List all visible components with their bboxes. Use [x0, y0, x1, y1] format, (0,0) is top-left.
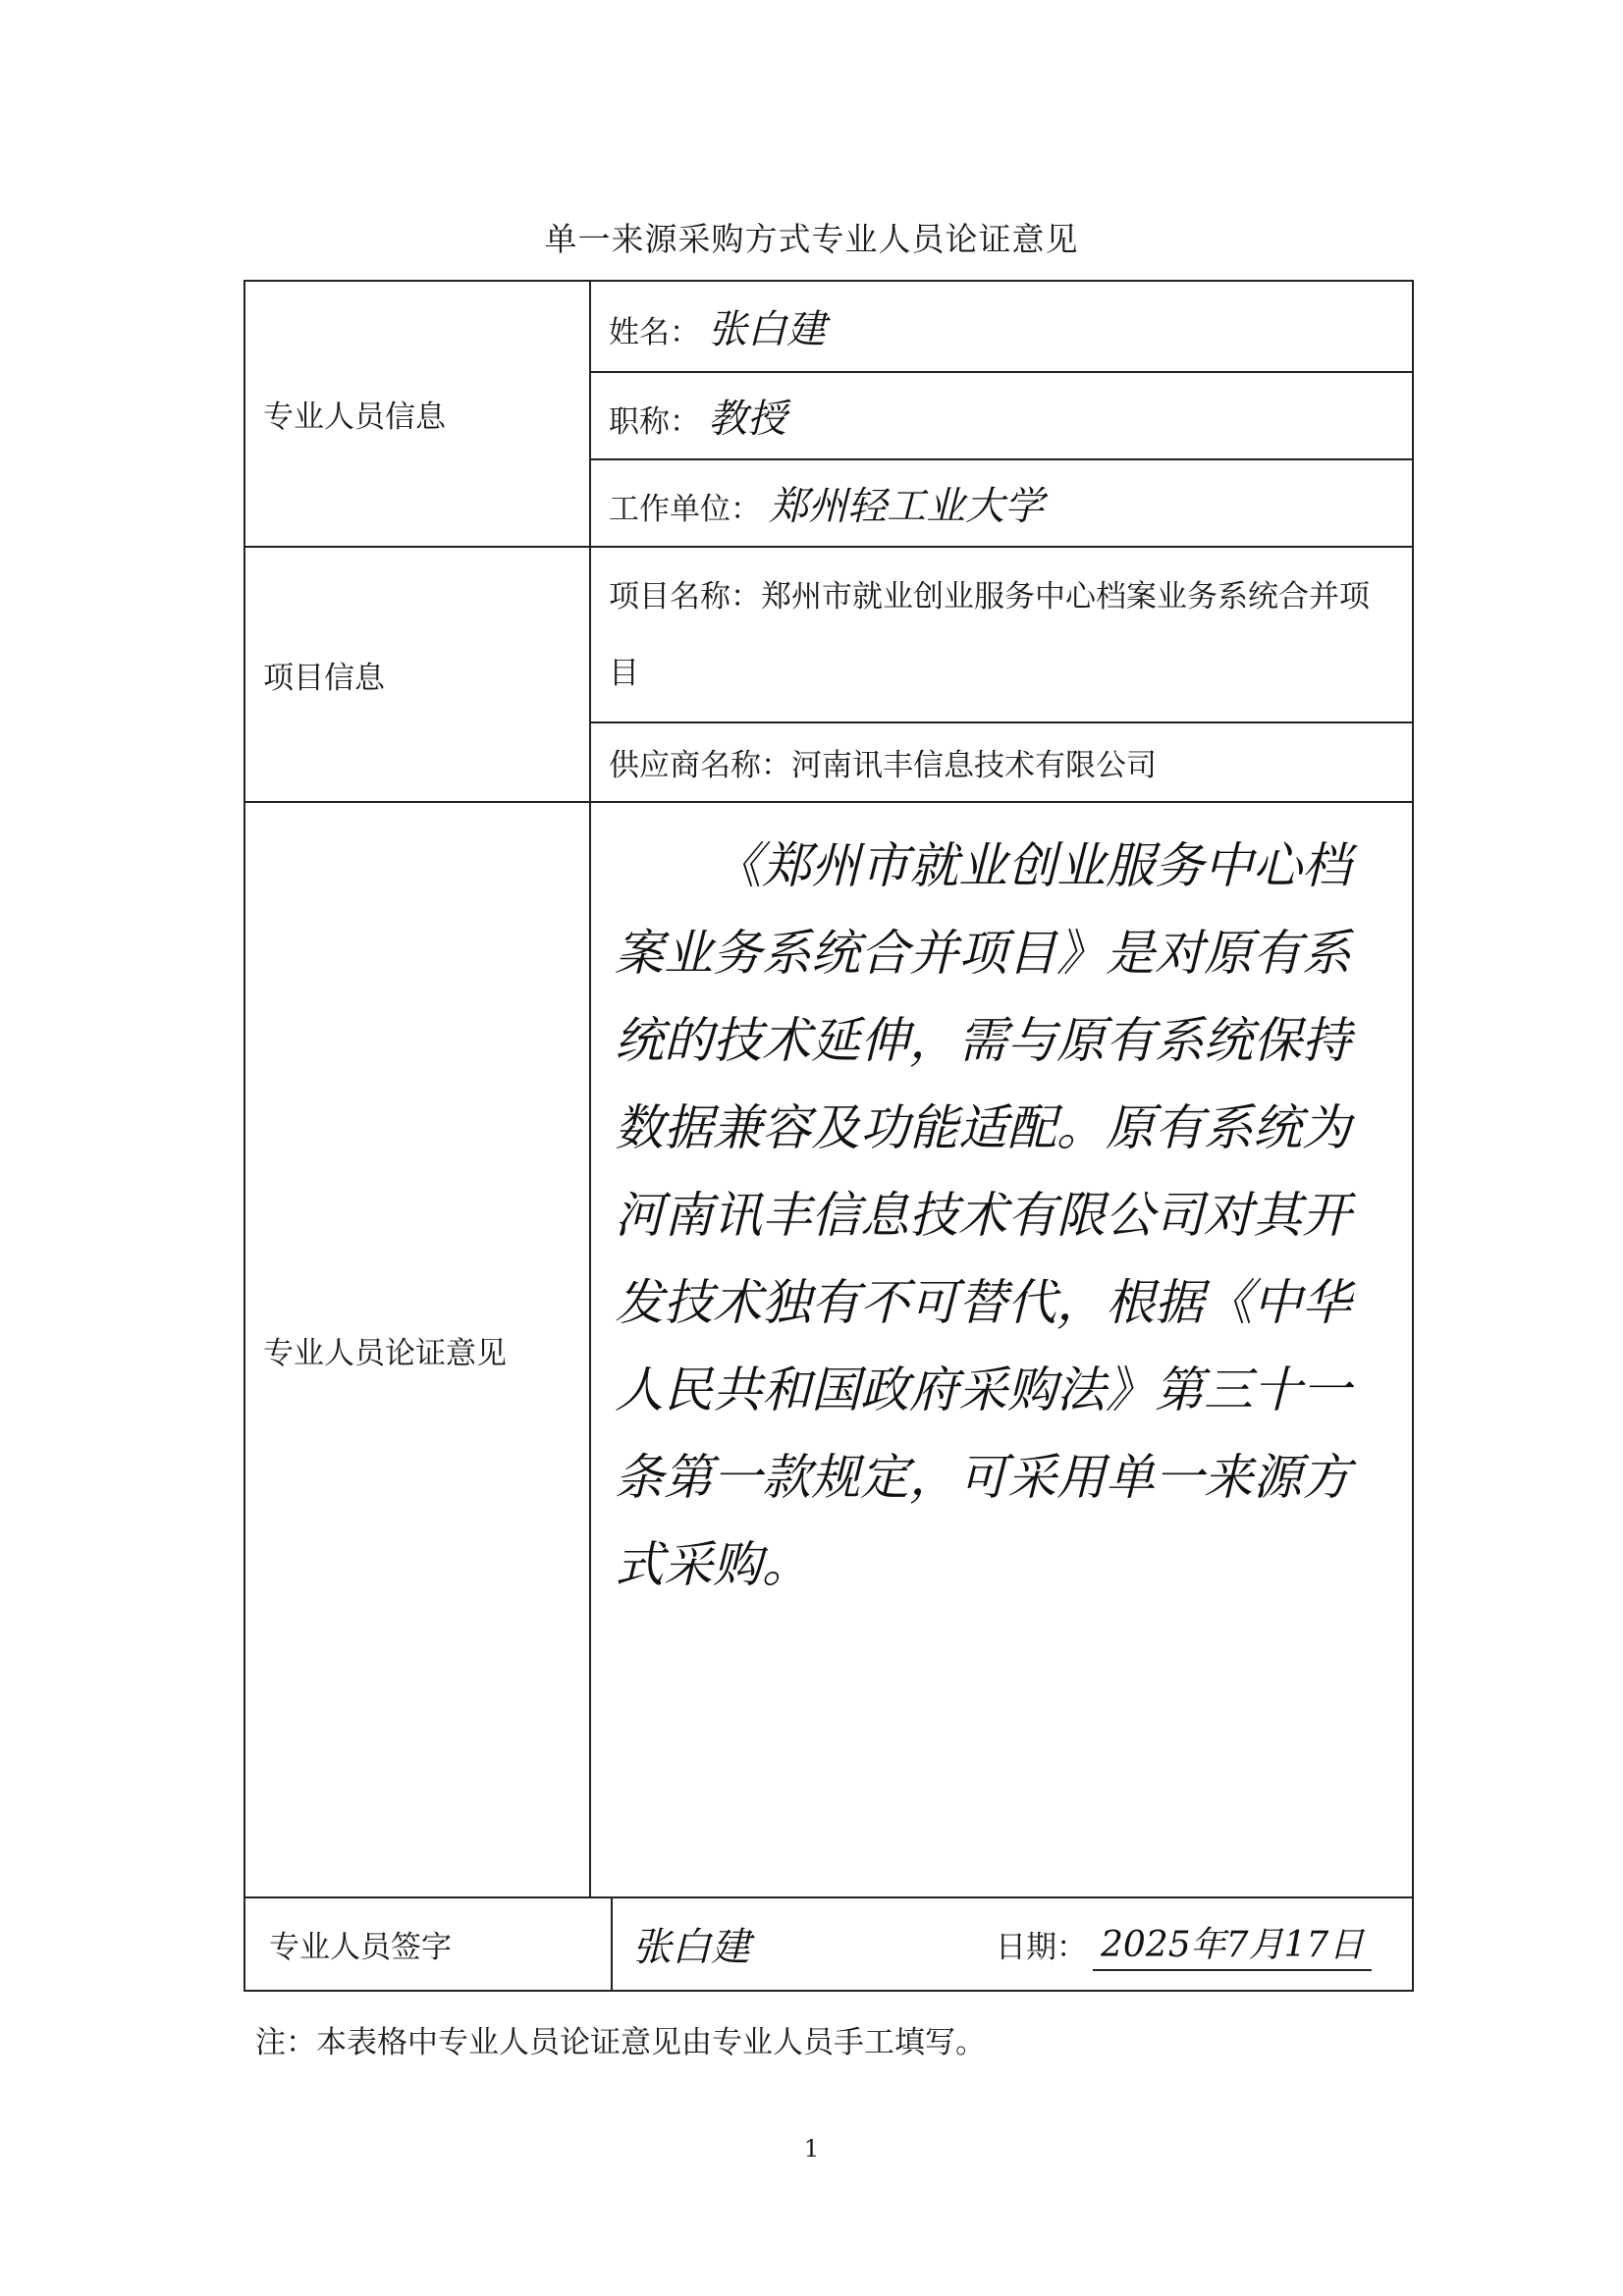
- project-name-field: [590, 547, 1413, 722]
- project-name-label: 项目名称：: [609, 578, 761, 614]
- signature-row: [244, 1897, 1413, 1991]
- opinion-cell: [590, 802, 1413, 1897]
- signature-label: 专业人员签字: [269, 1930, 452, 1965]
- date-label: 日期：: [996, 1930, 1087, 1965]
- supplier-value: 河南讯丰信息技术有限公司: [791, 748, 1157, 783]
- name-label: 姓名：: [609, 315, 700, 350]
- name-value: 张白建: [708, 307, 826, 352]
- signature-value: 张白建: [632, 1925, 750, 1970]
- name-field: [590, 281, 1413, 372]
- page-number: 1: [803, 2135, 820, 2163]
- employer-field: [590, 459, 1413, 547]
- supplier-label: 供应商名称：: [609, 748, 791, 783]
- opinion-text: 《郑州市就业创业服务中心档案业务系统合并项目》是对原有系统的技术延伸，需与原有系统保持数据兼容及功能适配。原有系统为河南讯丰信息技术有限公司对其开发技术独有不可替代，根据《中华人民共和国政府采购法》第三十一条第一款规定，可采用单一来源方式采购。: [615, 837, 1351, 1593]
- project-name-value: 郑州市就业创业服务中心档案业务系统合并项目: [609, 578, 1370, 691]
- signature-date-cell: [613, 1898, 1412, 1990]
- employer-value: 郑州轻工业大学: [769, 484, 1044, 529]
- title-label: 职称：: [609, 404, 700, 440]
- title-value: 教授: [708, 397, 786, 442]
- footnote: 注：本表格中专业人员论证意见由专业人员手工填写。: [255, 2025, 986, 2060]
- opinion-form-table: [243, 280, 1414, 1992]
- employer-label: 工作单位：: [609, 492, 761, 527]
- personnel-info-label: 专业人员信息: [244, 281, 590, 547]
- date-value: 2025年7月17日: [1093, 1917, 1372, 1971]
- signature-label-cell: [245, 1898, 613, 1990]
- project-info-label: 项目信息: [244, 547, 590, 802]
- supplier-field: [590, 722, 1413, 802]
- opinion-label: 专业人员论证意见: [244, 802, 590, 1897]
- page-title: 单一来源采购方式专业人员论证意见: [544, 220, 1079, 258]
- title-field: [590, 372, 1413, 459]
